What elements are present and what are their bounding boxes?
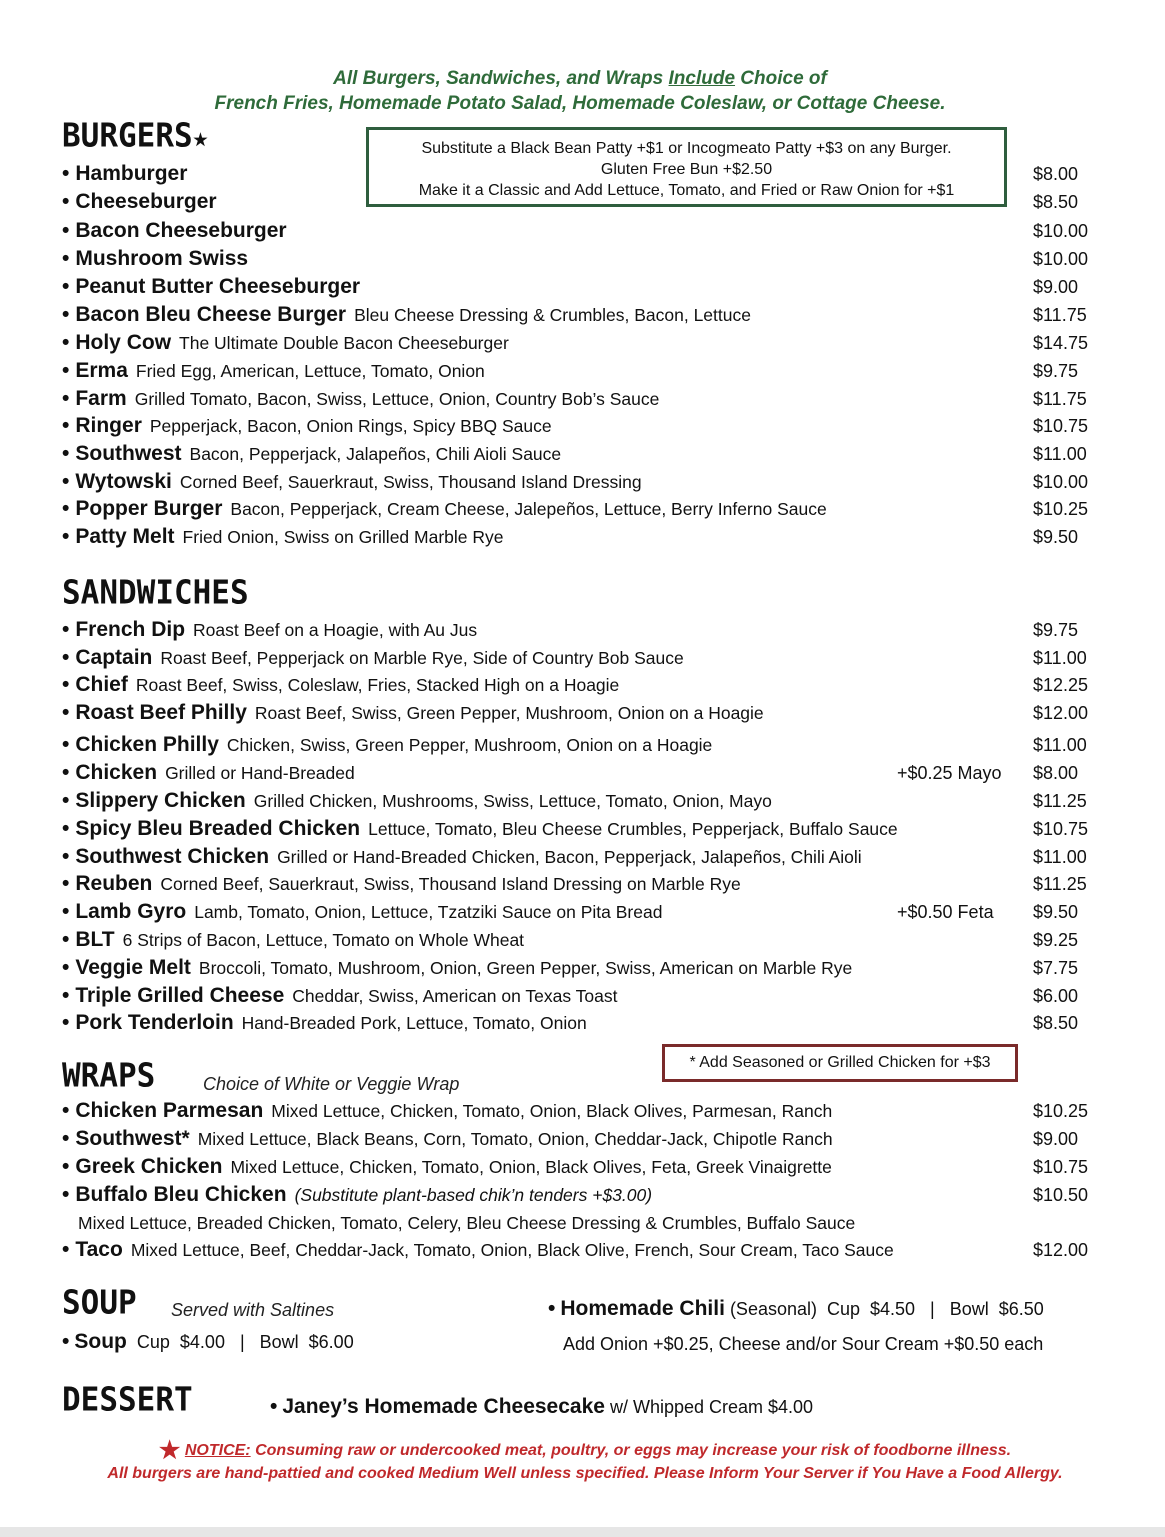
burger-item-name: Ringer xyxy=(75,414,142,437)
burger-item-price: $8.00 xyxy=(1033,164,1079,184)
sandwich-item-name: French Dip xyxy=(75,618,186,641)
sandwich-item-price: $6.00 xyxy=(1033,986,1079,1006)
bullet: • xyxy=(62,1155,70,1178)
burger-item-name: Mushroom Swiss xyxy=(75,247,249,270)
soup-item xyxy=(62,1330,354,1354)
sandwich-item-description: Lamb, Tomato, Onion, Lettuce, Tzatziki Sauce on Pita Bread xyxy=(194,902,663,922)
bullet: • xyxy=(62,1099,70,1122)
sandwich-item xyxy=(62,761,355,789)
bullet: • xyxy=(62,900,70,923)
burger-item-description: The Ultimate Double Bacon Cheeseburger xyxy=(179,333,509,353)
burger-item-description: Bleu Cheese Dressing & Crumbles, Bacon, Lettuce xyxy=(354,305,751,325)
bullet: • xyxy=(62,1238,70,1261)
sandwich-item-description: Cheddar, Swiss, American on Texas Toast xyxy=(292,986,618,1006)
include-underlined: Include xyxy=(668,68,736,89)
sandwich-item-price: $11.00 xyxy=(1033,648,1087,668)
sandwich-item-price: $10.75 xyxy=(1033,819,1089,839)
sandwich-item-price: $9.25 xyxy=(1033,930,1079,950)
sandwich-item-name: Chicken Philly xyxy=(75,733,219,756)
bullet: • xyxy=(62,387,70,410)
burger-item-name: Cheeseburger xyxy=(75,190,217,213)
sandwich-item-price: $12.25 xyxy=(1033,675,1089,695)
sandwich-item-name: BLT xyxy=(75,928,115,951)
bullet: • xyxy=(62,303,70,326)
sandwich-item-price: $11.25 xyxy=(1033,874,1087,894)
sandwich-item-name: Reuben xyxy=(75,872,153,895)
burger-item-price: $9.75 xyxy=(1033,361,1079,381)
burger-item-price: $11.75 xyxy=(1033,305,1087,325)
wrap-item xyxy=(62,1183,652,1211)
dessert-title: DESSERT xyxy=(62,1381,193,1419)
burger-item-price: $10.75 xyxy=(1033,416,1089,436)
bullet: • xyxy=(62,525,70,548)
sandwich-item xyxy=(62,845,862,873)
wrap-item-description: Mixed Lettuce, Breaded Chicken, Tomato, Celery, Bleu Cheese Dressing & Crumbles, Buffalo Sauce xyxy=(78,1213,856,1233)
chili-addons: Add Onion +$0.25, Cheese and/or Sour Cream +$0.50 each xyxy=(563,1334,1044,1354)
burgers-heading xyxy=(62,117,208,155)
bullet: • xyxy=(62,646,70,669)
burger-item xyxy=(62,331,509,359)
bullet: • xyxy=(62,359,70,382)
burger-item xyxy=(62,414,552,442)
sandwich-item-name: Pork Tenderloin xyxy=(75,1011,234,1034)
sandwich-item xyxy=(62,789,772,817)
bullet: • xyxy=(62,331,70,354)
bullet: • xyxy=(62,1183,70,1206)
burger-item xyxy=(62,359,485,387)
chili-item xyxy=(548,1297,1044,1321)
sandwich-item-addon: +$0.50 Feta xyxy=(897,902,994,922)
chili-name: Homemade Chili xyxy=(560,1297,725,1320)
burger-item-price: $10.00 xyxy=(1033,249,1089,269)
bullet: • xyxy=(62,618,70,641)
wraps-title: WRAPS xyxy=(62,1057,156,1095)
burger-item xyxy=(62,190,217,218)
bullet: • xyxy=(62,275,70,298)
wrap-item-name: Southwest* xyxy=(75,1127,190,1150)
burger-item-name: Hamburger xyxy=(75,162,188,185)
sandwich-item-description: Roast Beef, Swiss, Green Pepper, Mushroom, Onion on a Hoagie xyxy=(254,703,764,723)
sandwich-item-name: Roast Beef Philly xyxy=(75,701,247,724)
wrap-item-price: $10.50 xyxy=(1033,1185,1089,1205)
bullet: • xyxy=(62,789,70,812)
sandwich-item-name: Southwest Chicken xyxy=(75,845,270,868)
sandwich-item-name: Slippery Chicken xyxy=(75,789,246,812)
sandwich-item-name: Lamb Gyro xyxy=(75,900,187,923)
wrap-item xyxy=(62,1155,832,1183)
burger-item-price: $14.75 xyxy=(1033,333,1089,353)
bullet: • xyxy=(62,872,70,895)
bullet: • xyxy=(62,247,70,270)
sandwich-item xyxy=(62,1011,587,1039)
sandwich-item-description: Grilled or Hand-Breaded xyxy=(165,763,355,783)
bullet: • xyxy=(62,1127,70,1150)
burger-item-description: Bacon, Pepperjack, Cream Cheese, Jalepeños, Lettuce, Berry Inferno Sauce xyxy=(230,499,827,519)
burger-item-description: Corned Beef, Sauerkraut, Swiss, Thousand Island Dressing xyxy=(179,472,642,492)
burger-item-name: Bacon Bleu Cheese Burger xyxy=(75,303,347,326)
burger-item-description: Fried Egg, American, Lettuce, Tomato, Onion xyxy=(135,361,485,381)
sandwich-item-name: Captain xyxy=(75,646,153,669)
sandwich-item-description: Grilled or Hand-Breaded Chicken, Bacon, Pepperjack, Jalapeños, Chili Aioli xyxy=(277,847,862,867)
bullet: • xyxy=(62,984,70,1007)
sandwich-item-price: $9.75 xyxy=(1033,620,1079,640)
sandwich-item-description: Hand-Breaded Pork, Lettuce, Tomato, Onion xyxy=(241,1013,587,1033)
sandwich-item-name: Chief xyxy=(75,673,128,696)
dessert-desc: w/ Whipped Cream $4.00 xyxy=(609,1397,814,1417)
burger-item-name: Bacon Cheeseburger xyxy=(75,219,287,242)
wrap-item-price: $10.75 xyxy=(1033,1157,1089,1177)
sandwich-item-description: Chicken, Swiss, Green Pepper, Mushroom, Onion on a Hoagie xyxy=(226,735,713,755)
burger-item xyxy=(62,247,248,275)
bullet: • xyxy=(62,673,70,696)
chili-prices: (Seasonal) Cup $4.50 | Bowl $6.50 xyxy=(729,1299,1044,1319)
burger-item xyxy=(62,525,504,553)
bullet: • xyxy=(62,701,70,724)
page-bottom-edge xyxy=(0,1527,1165,1537)
burger-item-description: Fried Onion, Swiss on Grilled Marble Rye xyxy=(182,527,504,547)
note-line: Gluten Free Bun +$2.50 xyxy=(600,161,773,178)
wrap-item-description: (Substitute plant-based chik’n tenders +$3.00) xyxy=(294,1185,653,1205)
bullet: • xyxy=(62,1011,70,1034)
sandwich-item xyxy=(62,928,524,956)
included-sides-note xyxy=(60,66,1100,116)
burger-item-price: $8.50 xyxy=(1033,192,1079,212)
sandwich-item-description: Broccoli, Tomato, Mushroom, Onion, Green Pepper, Swiss, American on Marble Rye xyxy=(198,958,853,978)
wrap-item-price: $10.25 xyxy=(1033,1101,1089,1121)
bullet: • xyxy=(62,442,70,465)
burger-item-name: Holy Cow xyxy=(75,331,172,354)
bullet: • xyxy=(62,761,70,784)
burger-item xyxy=(62,442,561,470)
sandwich-item xyxy=(62,673,619,701)
sandwich-item-addon: +$0.25 Mayo xyxy=(897,763,1002,783)
sandwich-item-description: Roast Beef, Pepperjack on Marble Rye, Side of Country Bob Sauce xyxy=(160,648,684,668)
burger-item-description: Pepperjack, Bacon, Onion Rings, Spicy BBQ Sauce xyxy=(149,416,552,436)
burger-item-name: Erma xyxy=(75,359,128,382)
dessert-item xyxy=(270,1395,813,1419)
sandwich-item-description: Grilled Chicken, Mushrooms, Swiss, Lettuce, Tomato, Onion, Mayo xyxy=(253,791,772,811)
bullet: • xyxy=(62,956,70,979)
bullet: • xyxy=(62,497,70,520)
notice-line1: Consuming raw or undercooked meat, poultry, or eggs may increase your risk of foodborne illness. xyxy=(250,1442,1012,1459)
wraps-subtitle: Choice of White or Veggie Wrap xyxy=(203,1074,460,1094)
burger-item-price: $9.50 xyxy=(1033,527,1079,547)
bullet: • xyxy=(62,414,70,437)
wrap-item-description: Mixed Lettuce, Beef, Cheddar-Jack, Tomato, Onion, Black Olive, French, Sour Cream, Taco Sauce xyxy=(130,1240,894,1260)
sandwich-item xyxy=(62,646,684,674)
bullet: • xyxy=(62,817,70,840)
sandwich-item-price: $8.00 xyxy=(1033,763,1079,783)
burger-item xyxy=(62,275,360,303)
burger-item-price: $10.00 xyxy=(1033,472,1089,492)
sandwich-item-price: $8.50 xyxy=(1033,1013,1079,1033)
sandwich-item-description: Lettuce, Tomato, Bleu Cheese Crumbles, Pepperjack, Buffalo Sauce xyxy=(368,819,898,839)
wrap-item-description: Mixed Lettuce, Chicken, Tomato, Onion, Black Olives, Feta, Greek Vinaigrette xyxy=(230,1157,832,1177)
sandwich-item xyxy=(62,817,898,845)
wrap-item-name: Buffalo Bleu Chicken xyxy=(75,1183,287,1206)
soup-prices: Cup $4.00 | Bowl $6.00 xyxy=(136,1332,354,1352)
sandwich-item xyxy=(62,900,662,928)
burger-item-price: $10.00 xyxy=(1033,221,1089,241)
burger-item-price: $11.75 xyxy=(1033,389,1087,409)
burger-item-description: Grilled Tomato, Bacon, Swiss, Lettuce, Onion, Country Bob’s Sauce xyxy=(134,389,660,409)
include-line2: French Fries, Homemade Potato Salad, Homemade Coleslaw, or Cottage Cheese. xyxy=(214,93,946,114)
wrap-item-price: $12.00 xyxy=(1033,1240,1089,1260)
include-line1-a: All Burgers, Sandwiches, and Wraps xyxy=(333,68,669,89)
wrap-item-name: Greek Chicken xyxy=(75,1155,223,1178)
wrap-item-name: Chicken Parmesan xyxy=(75,1099,264,1122)
sandwich-item-description: Roast Beef on a Hoagie, with Au Jus xyxy=(193,620,478,640)
sandwich-item-price: $11.00 xyxy=(1033,735,1087,755)
burger-item xyxy=(62,303,751,331)
burger-item xyxy=(62,387,659,415)
sandwich-item-description: 6 Strips of Bacon, Lettuce, Tomato on Whole Wheat xyxy=(122,930,525,950)
sandwich-item-name: Triple Grilled Cheese xyxy=(75,984,285,1007)
burger-item-description: Bacon, Pepperjack, Jalapeños, Chili Aioli Sauce xyxy=(189,444,562,464)
soup-name: Soup xyxy=(74,1330,127,1353)
sandwich-item xyxy=(62,701,764,729)
sandwich-item-price: $11.00 xyxy=(1033,847,1087,867)
sandwich-item xyxy=(62,872,741,900)
sandwich-item-name: Veggie Melt xyxy=(75,956,191,979)
sandwich-item-price: $11.25 xyxy=(1033,791,1087,811)
burger-item xyxy=(62,219,287,247)
bullet: • xyxy=(62,928,70,951)
star-icon: ★ xyxy=(192,122,209,154)
note-line: Make it a Classic and Add Lettuce, Tomato, and Fried or Raw Onion for +$1 xyxy=(418,182,955,199)
wrap-item-price: $9.00 xyxy=(1033,1129,1079,1149)
burger-item-price: $11.00 xyxy=(1033,444,1087,464)
burger-substitution-note xyxy=(366,127,1007,207)
sandwiches-title: SANDWICHES xyxy=(62,574,249,612)
bullet: • xyxy=(62,162,70,185)
note-line: Substitute a Black Bean Patty +$1 or Incogmeato Patty +$3 on any Burger. xyxy=(421,140,952,157)
soup-subtitle: Served with Saltines xyxy=(171,1300,335,1320)
sandwich-item-price: $7.75 xyxy=(1033,958,1079,978)
bullet: • xyxy=(270,1395,278,1418)
sandwich-item xyxy=(62,618,477,646)
burger-item xyxy=(62,162,187,190)
burger-item-price: $9.00 xyxy=(1033,277,1079,297)
burger-item-name: Patty Melt xyxy=(75,525,175,548)
sandwich-item xyxy=(62,733,712,761)
sandwich-item-description: Roast Beef, Swiss, Coleslaw, Fries, Stacked High on a Hoagie xyxy=(135,675,620,695)
burger-item-price: $10.25 xyxy=(1033,499,1089,519)
bullet: • xyxy=(62,190,70,213)
bullet: • xyxy=(62,219,70,242)
burger-item xyxy=(62,497,827,525)
notice-label: NOTICE: xyxy=(184,1442,251,1459)
bullet: • xyxy=(62,733,70,756)
wrap-item xyxy=(62,1099,832,1127)
burger-item-name: Farm xyxy=(75,387,127,410)
sandwich-item xyxy=(62,956,852,984)
burger-item-name: Southwest xyxy=(75,442,182,465)
sandwich-item-price: $9.50 xyxy=(1033,902,1079,922)
sandwich-item-description: Corned Beef, Sauerkraut, Swiss, Thousand Island Dressing on Marble Rye xyxy=(160,874,741,894)
bullet: • xyxy=(62,1330,70,1353)
food-safety-notice xyxy=(30,1436,1140,1465)
dessert-name: Janey’s Homemade Cheesecake xyxy=(282,1395,605,1418)
burgers-title: BURGERS xyxy=(62,117,193,155)
star-icon: ★ xyxy=(158,1437,181,1464)
bullet: • xyxy=(548,1297,556,1320)
soup-title: SOUP xyxy=(62,1284,137,1322)
burger-item-name: Wytowski xyxy=(75,470,172,493)
burger-item xyxy=(62,470,642,498)
wrap-item xyxy=(62,1238,894,1266)
wrap-item-description: Mixed Lettuce, Chicken, Tomato, Onion, Black Olives, Parmesan, Ranch xyxy=(271,1101,833,1121)
sandwich-item xyxy=(62,984,618,1012)
burger-item-name: Peanut Butter Cheeseburger xyxy=(75,275,361,298)
sandwich-item-price: $12.00 xyxy=(1033,703,1089,723)
burger-item-name: Popper Burger xyxy=(75,497,223,520)
sandwich-item-name: Chicken xyxy=(75,761,158,784)
bullet: • xyxy=(62,470,70,493)
sandwich-item-name: Spicy Bleu Breaded Chicken xyxy=(75,817,361,840)
include-line1-b: Choice of xyxy=(735,68,827,89)
notice-line2: All burgers are hand-pattied and cooked Medium Well unless specified. Please Inform Your Server if You Have a Food Allergy. xyxy=(107,1465,1063,1482)
add-chicken-note: * Add Seasoned or Grilled Chicken for +$3 xyxy=(662,1044,1018,1082)
wrap-item-name: Taco xyxy=(75,1238,123,1261)
wrap-item-description: Mixed Lettuce, Black Beans, Corn, Tomato, Onion, Cheddar-Jack, Chipotle Ranch xyxy=(197,1129,833,1149)
wrap-item xyxy=(62,1127,833,1155)
bullet: • xyxy=(62,845,70,868)
